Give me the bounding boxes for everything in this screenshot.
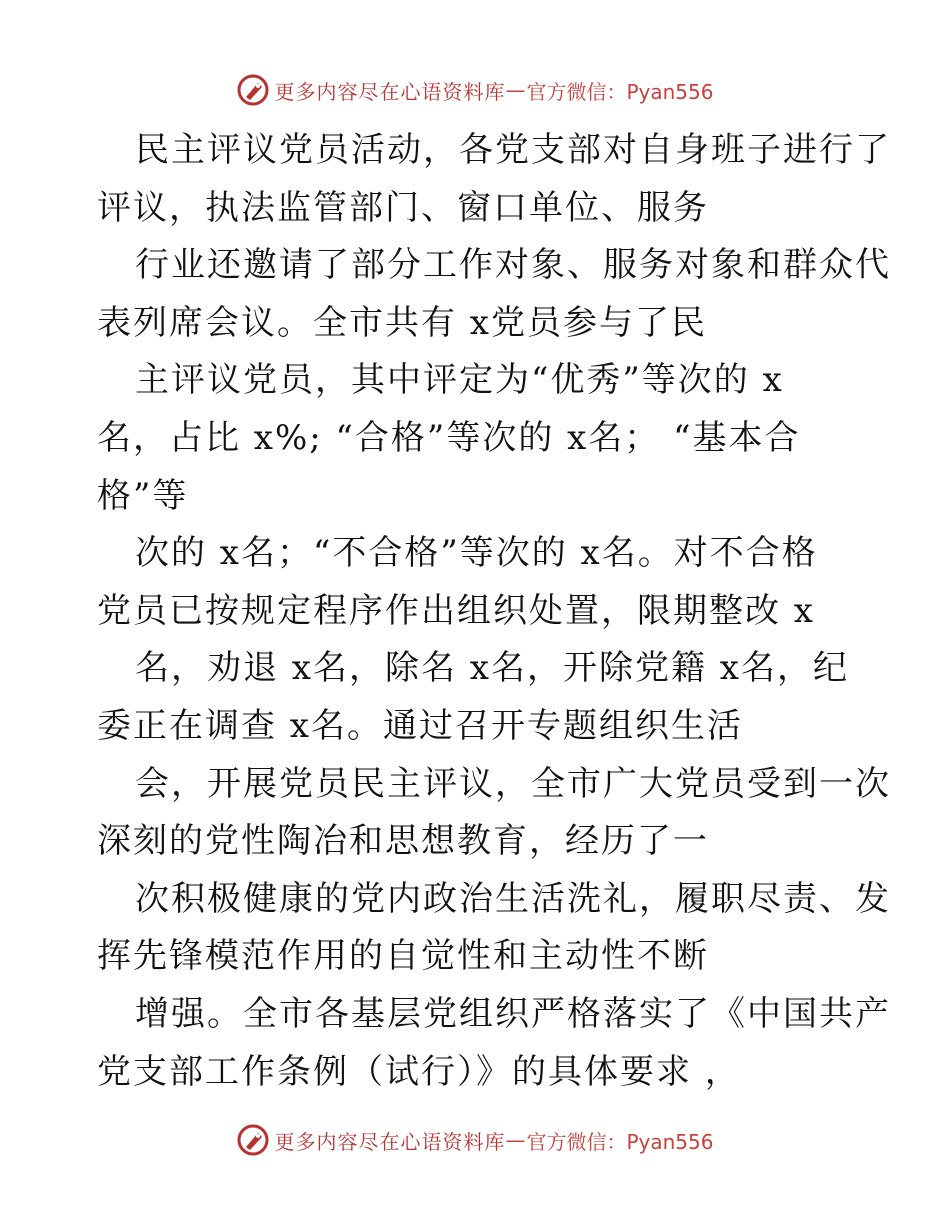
- header-contact-text: 官方微信：Pyan556: [526, 79, 714, 104]
- header-dash: —: [505, 78, 527, 102]
- document-body: [97, 122, 891, 1101]
- body-line: 党支部工作条例（试行）》的具体要求 ，: [97, 1051, 741, 1092]
- body-line: 委正在调查 x名。通过召开专题组织生活: [97, 705, 743, 746]
- body-line: 次的 x名；“不合格”等次的 x名。对不合格: [135, 533, 818, 574]
- body-line: 评议，执法监管部门、窗口单位、服务: [97, 187, 709, 228]
- footer-dash: —: [505, 1128, 527, 1152]
- body-line: 名，劝退 x名，除名 x名，开除党籍 x名，纪: [135, 648, 849, 689]
- footer-contact-text: 官方微信：Pyan556: [526, 1129, 714, 1154]
- footer-brand-text: 更多内容尽在心语资料库: [274, 1129, 506, 1154]
- body-line: 主评议党员，其中评定为“优秀”等次的 x: [135, 360, 784, 401]
- body-line: 格”等: [97, 475, 189, 516]
- body-line: 增强。全市各基层党组织严格落实了《中国共产: [135, 993, 891, 1034]
- body-line: 次积极健康的党内政治生活洗礼，履职尽责、发: [135, 878, 891, 919]
- header-watermark: [0, 70, 950, 110]
- body-line: 会，开展党员民主评议，全市广大党员受到一次: [135, 763, 891, 804]
- body-line: 深刻的党性陶冶和思想教育，经历了一: [97, 821, 709, 862]
- body-line: 民主评议党员活动，各党支部对自身班子进行了: [135, 130, 891, 170]
- body-line: 挥先锋模范作用的自觉性和主动性不断: [97, 936, 709, 977]
- header-brand-text: 更多内容尽在心语资料库: [274, 79, 506, 104]
- footer-watermark: [0, 1120, 950, 1160]
- body-line: 行业还邀请了部分工作对象、服务对象和群众代: [135, 245, 891, 286]
- body-line: 表列席会议。全市共有 x党员参与了民: [97, 302, 707, 343]
- pen-nib-logo-icon: [236, 73, 270, 107]
- body-line: 党员已按规定程序作出组织处置，限期整改 x: [97, 590, 815, 631]
- body-line: 名，占比 x%; “合格”等次的 x名； “基本合: [97, 417, 801, 458]
- pen-nib-logo-icon: [236, 1123, 270, 1157]
